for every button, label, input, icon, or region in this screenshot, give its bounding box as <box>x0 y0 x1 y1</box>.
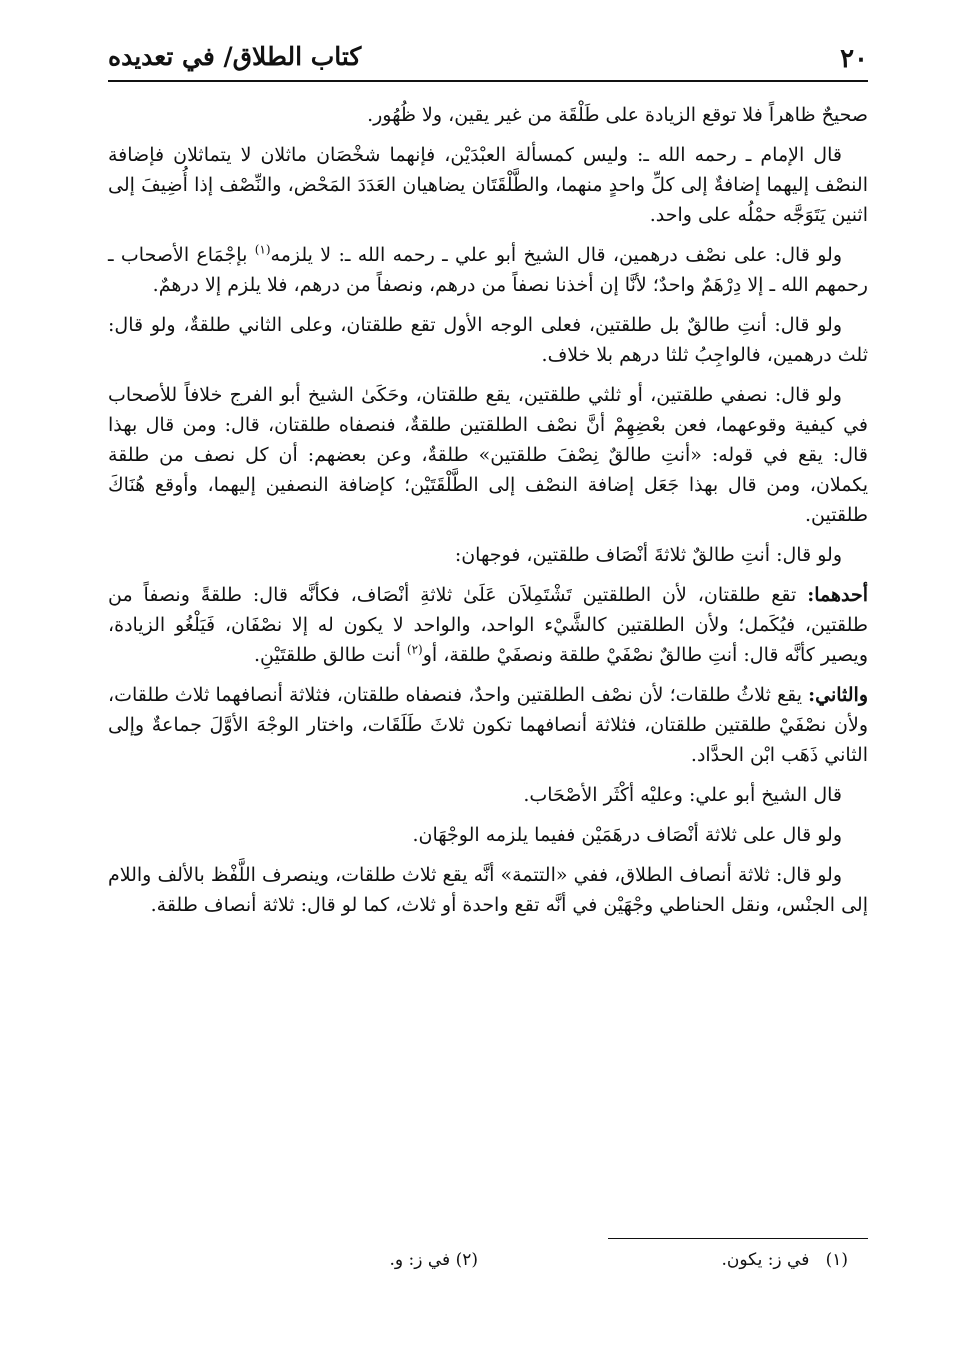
page-number: ٢٠ <box>840 44 868 74</box>
paragraph-7 <box>108 580 868 670</box>
footnote-text: في ز: و. <box>389 1250 451 1270</box>
paragraph-text: قال الإمام ـ رحمه الله ـ: وليس كمسألة العبْدَيْن، فإنهما شخْصَان ماثلان لا يتماثلان فإضافة النصْف إليهما إضافةٌ إلى كلِّ واحدٍ منهما، والطَّلْقَتَان يضاهيان العَدَدَ المَحْض، والنِّصْف إذا أُضِيفَ إلى اثنين يَتَوَجَّه حمْلُه على واحد. <box>108 144 868 226</box>
paragraph-4 <box>108 310 868 370</box>
paragraph-text: ولو قال على ثلاثة أنْصَاف درهَمَيْن ففيما يلزمه الوجْهَان. <box>412 824 842 846</box>
paragraph-text: صحيحٌ ظاهراً فلا توقع الزيادة على طَلْقَة من غير يقين، ولا ظُهُور. <box>367 104 868 126</box>
paragraph-10 <box>108 820 868 850</box>
footnote-number: (٢) <box>455 1250 478 1270</box>
main-text <box>108 100 868 930</box>
paragraph-text: أنت طالق طلقتَيْنِ. <box>254 644 407 666</box>
footnote-marker-1[interactable]: (١) <box>254 242 271 257</box>
footnote-text: في ز: يكون. <box>721 1250 810 1270</box>
paragraph-6 <box>108 540 868 570</box>
paragraph-text: ولو قال: أنتِ طالقٌ ثلاثةَ أنْصَاف طلقتين، فوجهان: <box>454 544 842 566</box>
footnotes <box>108 1250 868 1280</box>
page-header <box>108 38 868 78</box>
paragraph-2 <box>108 140 868 230</box>
paragraph-text: ولو قال: نصفي طلقتين، أو ثلثي طلقتين، يقع طلقتان، وحَكَىٰ الشيخ أبو الفرج خلافاً للأصحاب في كيفية وقوعهما، فعن بعْضِهِمْ أنَّ نصْف الطلقتين طلقةٌ، فنصفاه طلقتان، قال: ومن قال بهذا قال: يقع في قوله: «أنتِ طالقٌ نِصْفَ طلقتين» طلقةٌ، وعن بعضهم: أن كل نصف من طلقة يكملان، ومن قال بهذا جَعَل إضافة النصْف إلى الطَّلْقَتَيْن؛ كإضافة النصفين إليهما، وأوقع هُنَاكَ طلقتين. <box>108 384 868 526</box>
paragraph-text: تقع طلقتان، لأن الطلقتين تَشْتَمِلاَن عَلَىٰ ثلاثةِ أنْصَاف، فكأنَّه قال: طلقةً ونصفاً من طلقتين، فيُكَمل؛ ولأن الطلقتين كالشَّيْء الواحد، والواحد لا يكون له إلا نصْفَان، فَيَلْغُو الزيادة، ويصير كأنَّه قال: أنتِ طالقٌ نصْفَيْ طلقة ونصفَيْ طلقة، أو <box>108 584 868 666</box>
paragraph-lead: والثاني: <box>808 684 868 706</box>
footnote-rule <box>608 1238 868 1239</box>
paragraph-text: ولو قال: ثلاثة أنصاف الطلاق، ففي «التتمة» أنَّه يقع ثلاث طلقات، وينصرف اللَّفْظ بالألف واللام إلى الجنْس، ونقل الحناطي وجْهَيْن في أنَّه تقع واحدة أو ثلاث، كما لو قال: ثلاثة أنصاف طلقة. <box>108 864 868 916</box>
paragraph-9 <box>108 780 868 810</box>
paragraph-text: بإجْمَاع الأصحاب ـ رحمهم الله ـ إلا دِرْهَمٌ واحدٌ؛ لأنَّا إن أخذنا نصفاً من درهم، ونصفاً من درهم، فلا يلزم إلا درهمٌ. <box>108 244 868 296</box>
paragraph-1 <box>108 100 868 130</box>
paragraph-text: ولو قال: على نصْف درهمين، قال الشيخ أبو علي ـ رحمه الله ـ: لا يلزمه <box>270 244 842 266</box>
footnote-2 <box>390 1250 478 1270</box>
footnote-marker-2[interactable]: (٢) <box>406 642 423 657</box>
paragraph-text: قال الشيخ أبو علي: وعليْه أكْثَر الأصْحَاب. <box>523 784 842 806</box>
paragraph-11 <box>108 860 868 920</box>
paragraph-lead: أحدهما: <box>807 584 868 606</box>
paragraph-8 <box>108 680 868 770</box>
footnote-number: (١) <box>825 1250 848 1270</box>
paragraph-3 <box>108 240 868 300</box>
paragraph-text: يقع ثلاثُ طلقات؛ لأن نصْف الطلقتين واحدٌ، فنصفاه طلقتان، فثلاثة أنصافهما ثلاث طلقات، ولأن نصْفَيْ طلقتين طلقتان، فثلاثة أنصافهما تكون ثلاثَ طَلَقَات، واختار الوجْهَ الأوَّلَ جماعةٌ وإلى الثاني ذَهَب ابْن الحدَّاد. <box>108 684 868 766</box>
footnote-1 <box>722 1250 848 1270</box>
header-rule <box>108 80 868 82</box>
paragraph-text: ولو قال: أنتِ طالقٌ بل طلقتين، فعلى الوجه الأول تقع طلقتان، وعلى الثاني طلقةٌ، ولو قال: ثلث درهمين، فالواجِبُ ثلثا درهم بلا خلاف. <box>108 314 868 366</box>
running-title: كتاب الطلاق/ في تعديده <box>108 42 362 71</box>
paragraph-5 <box>108 380 868 530</box>
